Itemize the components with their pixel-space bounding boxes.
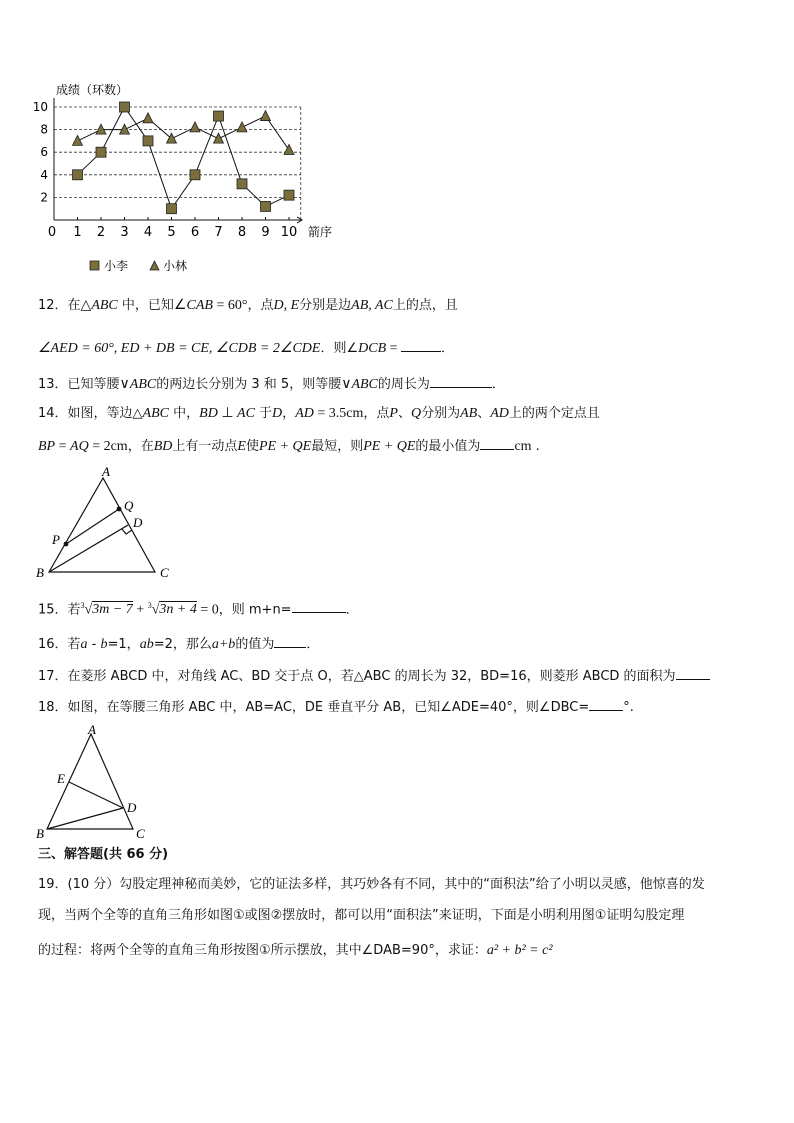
legend-label-xiaoli: 小李	[104, 259, 129, 273]
figure-14-equilateral-triangle	[30, 466, 190, 582]
label-c: C	[160, 565, 169, 580]
data-point-xiaoli	[143, 136, 153, 146]
question-19-line-1: 19．(10 分）勾股定理神秘而美妙，它的证法多样，其巧妙各有不同，其中的“面积法”给了小明以灵感，他惊喜的发	[38, 877, 705, 892]
legend-square-icon	[90, 261, 99, 270]
x-tick-label: 3	[120, 225, 129, 240]
series-line-xiaoli	[78, 107, 290, 209]
data-point-xiaolin	[284, 144, 294, 154]
x-tick-label: 2	[96, 225, 106, 240]
x-tick-label: 6	[190, 225, 200, 240]
data-point-xiaoli	[73, 170, 83, 180]
question-12-line-2: ∠AED = 60°, ED + DB = CE, ∠CDB = 2∠CDE．则∠DCB = ．	[38, 338, 454, 358]
label-b: B	[36, 565, 44, 580]
question-19-line-2: 现，当两个全等的直角三角形如图①或图②摆放时，都可以用“面积法”来证明，下面是小明利用图①证明勾股定理	[38, 908, 685, 923]
x-tick-label: 8	[237, 225, 247, 240]
question-16: 16．若a - b=1，ab=2，那么a+b的值为 ．	[38, 634, 319, 654]
x-tick-label: 4	[143, 225, 153, 240]
question-14-line-2: BP = AQ = 2cm，在BD上有一动点E使PE + QE最短，则PE + QE的最小值为 cm .	[38, 436, 540, 456]
label-e: E	[57, 771, 65, 786]
data-point-xiaoli	[237, 179, 247, 189]
segment-pq	[66, 509, 119, 544]
answer-blank-18[interactable]	[589, 697, 623, 711]
answer-blank-13[interactable]	[430, 374, 492, 388]
figure-18-isosceles-triangle	[30, 724, 160, 842]
right-angle-mark	[122, 529, 132, 534]
point-q-dot	[117, 507, 122, 512]
series-line-xiaolin	[78, 116, 290, 150]
label-d: D	[133, 515, 143, 530]
data-point-xiaoli	[120, 102, 130, 112]
score-line-chart	[30, 78, 350, 283]
data-point-xiaoli	[261, 201, 271, 211]
label-b: B	[36, 826, 44, 841]
answer-blank-14[interactable]	[480, 436, 514, 450]
segment-ed	[69, 782, 123, 808]
data-point-xiaolin	[214, 133, 224, 143]
answer-blank-15[interactable]	[292, 599, 346, 613]
label-d: D	[127, 800, 137, 815]
question-19-line-3: 的过程：将两个全等的直角三角形按图①所示摆放，其中∠DAB=90°，求证：a² + b² = c²	[38, 943, 553, 958]
label-q: Q	[124, 498, 134, 513]
data-point-xiaolin	[167, 133, 177, 143]
y-tick-label: 8	[40, 122, 48, 137]
section-heading: 三、解答题(共 66 分)	[38, 847, 169, 862]
x-tick-label: 7	[214, 225, 223, 240]
data-point-xiaolin	[73, 135, 83, 145]
data-point-xiaoli	[190, 170, 200, 180]
question-12-line-1: 12．在△ABC 中，已知∠CAB = 60°，点D, E分别是边AB, AC上的点，且	[38, 298, 458, 313]
label-c: C	[136, 826, 145, 841]
question-14-line-1: 14．如图，等边△ABC 中，BD ⊥ AC 于D，AD = 3.5cm，点P、Q分别为AB、AD上的两个定点且	[38, 406, 600, 421]
label-a: A	[102, 466, 110, 479]
label-p: P	[52, 532, 60, 547]
data-point-xiaoli	[214, 111, 224, 121]
data-point-xiaoli	[284, 190, 294, 200]
x-tick-label: 10	[280, 225, 298, 240]
x-tick-label: 5	[167, 225, 176, 240]
y-tick-label: 10	[32, 100, 48, 114]
x-tick-label: 0	[47, 225, 57, 240]
question-17: 17．在菱形 ABCD 中，对角线 AC、BD 交于点 O，若△ABC 的周长为 32，BD=16，则菱形 ABCD 的面积为	[38, 666, 710, 686]
y-axis-label: 成绩（环数）	[56, 83, 129, 97]
segment-bd	[47, 808, 123, 829]
data-point-xiaolin	[237, 122, 247, 132]
y-tick-label: 6	[40, 145, 48, 160]
data-point-xiaolin	[261, 111, 271, 121]
data-point-xiaolin	[190, 122, 200, 132]
answer-blank-12[interactable]	[401, 338, 441, 352]
label-a: A	[88, 724, 96, 737]
data-point-xiaolin	[143, 113, 153, 123]
y-tick-label: 2	[40, 190, 48, 205]
y-tick-label: 4	[40, 167, 48, 182]
legend-label-xiaolin: 小林	[163, 259, 188, 273]
data-point-xiaoli	[167, 204, 177, 214]
point-p-dot	[64, 542, 69, 547]
answer-blank-16[interactable]	[274, 634, 306, 648]
x-tick-label: 1	[73, 225, 82, 240]
x-tick-label: 9	[261, 225, 270, 240]
legend-triangle-icon	[150, 261, 159, 270]
question-15: 15．若$^3$√3m − 7 + $^3$√3n + 4 = 0，则 m+n= ．	[38, 601, 359, 618]
answer-blank-17[interactable]	[676, 666, 710, 680]
segment-bd	[49, 525, 128, 572]
question-18: 18．如图，在等腰三角形 ABC 中，AB=AC，DE 垂直平分 AB，已知∠ADE=40°，则∠DBC= °.	[38, 697, 634, 717]
data-point-xiaoli	[96, 147, 106, 157]
x-axis-label: 箭序	[308, 225, 333, 239]
question-13: 13．已知等腰∨ABC的两边长分别为 3 和 5，则等腰∨ABC的周长为 ．	[38, 374, 505, 394]
